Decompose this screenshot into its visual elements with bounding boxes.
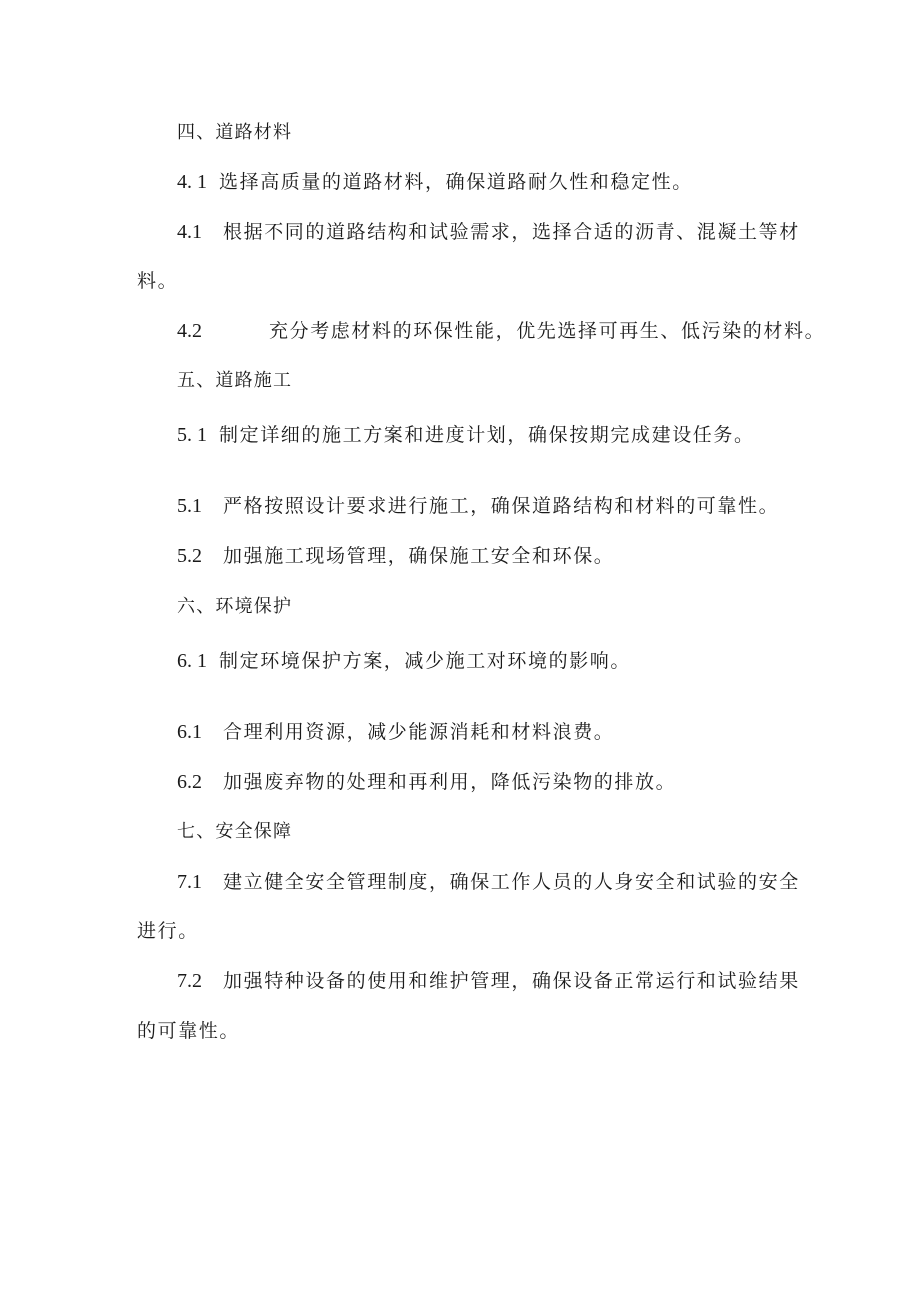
item-number: 5.1 bbox=[177, 495, 202, 517]
paragraph bbox=[177, 969, 800, 993]
paragraph-continuation: 进行。 bbox=[137, 920, 199, 942]
item-number: 7.1 bbox=[177, 871, 202, 893]
item-text: 根据不同的道路结构和试验需求，选择合适的沥青、混凝土等材 bbox=[223, 221, 800, 243]
paragraph-continuation: 料。 bbox=[137, 270, 179, 292]
item-text: 充分考虑材料的环保性能，优先选择可再生、低污染的材料。 bbox=[269, 320, 826, 342]
item-number: 5.2 bbox=[177, 545, 202, 567]
section-heading: 七、安全保障 bbox=[177, 821, 293, 842]
paragraph bbox=[177, 423, 755, 447]
item-text: 合理利用资源，减少能源消耗和材料浪费。 bbox=[223, 721, 615, 743]
item-number: 6.1 bbox=[177, 721, 202, 743]
item-number: 5. 1 bbox=[177, 424, 207, 446]
item-number: 6. 1 bbox=[177, 650, 207, 672]
section-heading: 五、道路施工 bbox=[177, 370, 293, 391]
paragraph bbox=[177, 494, 779, 518]
section-heading: 四、道路材料 bbox=[177, 122, 293, 143]
item-number: 4.1 bbox=[177, 221, 202, 243]
item-number: 4.2 bbox=[177, 320, 202, 342]
paragraph bbox=[177, 220, 800, 244]
paragraph bbox=[177, 770, 676, 794]
item-text: 制定详细的施工方案和进度计划，确保按期完成建设任务。 bbox=[219, 424, 755, 446]
item-text: 选择高质量的道路材料，确保道路耐久性和稳定性。 bbox=[219, 171, 693, 193]
item-text: 加强特种设备的使用和维护管理，确保设备正常运行和试验结果 bbox=[223, 970, 800, 992]
item-text: 加强废弃物的处理和再利用，降低污染物的排放。 bbox=[223, 771, 677, 793]
section-heading: 六、环境保护 bbox=[177, 596, 293, 617]
paragraph-continuation: 的可靠性。 bbox=[137, 1020, 241, 1042]
item-number: 6.2 bbox=[177, 771, 202, 793]
paragraph bbox=[177, 649, 631, 673]
item-text: 加强施工现场管理，确保施工安全和环保。 bbox=[223, 545, 615, 567]
item-number: 4. 1 bbox=[177, 171, 207, 193]
paragraph bbox=[177, 170, 693, 194]
paragraph bbox=[177, 720, 614, 744]
paragraph bbox=[177, 544, 614, 568]
paragraph bbox=[177, 319, 825, 343]
item-text: 严格按照设计要求进行施工，确保道路结构和材料的可靠性。 bbox=[223, 495, 780, 517]
item-number: 7.2 bbox=[177, 970, 202, 992]
item-text: 制定环境保护方案，减少施工对环境的影响。 bbox=[219, 650, 632, 672]
paragraph bbox=[177, 870, 800, 894]
item-text: 建立健全安全管理制度，确保工作人员的人身安全和试验的安全 bbox=[223, 871, 800, 893]
